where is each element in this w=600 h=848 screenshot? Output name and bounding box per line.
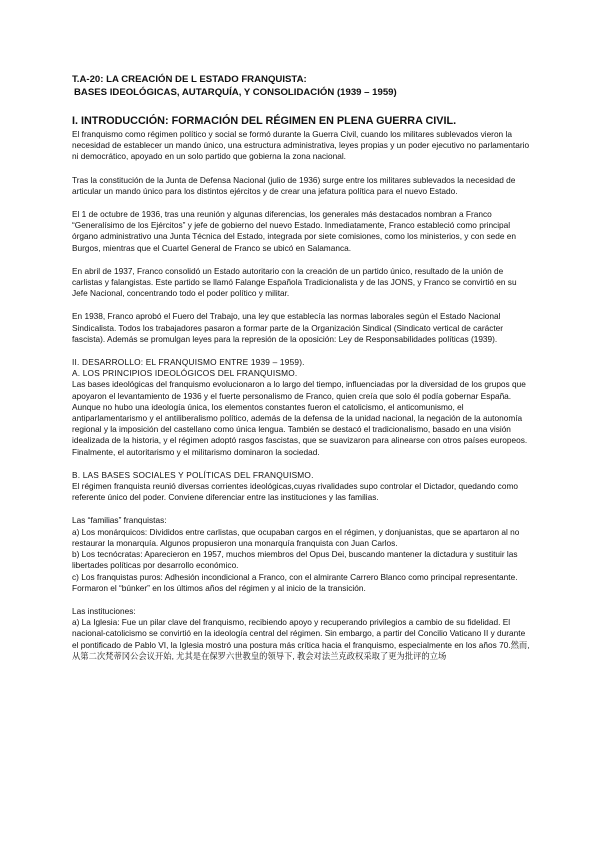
paragraph: Las bases ideológicas del franquismo evolucionaron a lo largo del tiempo, influenciadas por la diversidad de los grupos que apoyaron el levantamiento de 1936 y el fuerte personalismo de Franco, quien creía que solo él podía gobernar España. Aunque no hubo una ideología única, los elementos constantes fueron el catolicismo, el anticomunismo, el antiparlamentarismo y el antiliberalismo político, además de la defensa de la unidad nacional, la negación de la autonomía regional y la imposición del castellano como única lengua. También se destacó el tradicionalismo, basado en una visión idealizada de la historia, y el régimen adoptó rasgos fascistas, que se suavizaron para alinearse con otros países europeos. Finalmente, el autoritarismo y el militarismo dominaron la sociedad. [72, 379, 528, 457]
section-heading-desarrollo: II. DESARROLLO: EL FRANQUISMO ENTRE 1939 – 1959). [72, 357, 305, 368]
document-title: T.A-20: LA CREACIÓN DE L ESTADO FRANQUISTA: [72, 74, 307, 85]
paragraph: En 1938, Franco aprobó el Fuero del Trabajo, una ley que establecía las normas laborales según el Estado Nacional Sindicalista. Todos los trabajadores pasaron a formar parte de la Organización Sindical (Sindicato vertical de carácter fascista). Además se promulgan leyes para la represión de la oposición: Ley de Responsabilidades políticas (1939). [72, 311, 504, 344]
list-item: a) Los monárquicos: Divididos entre carlistas, que ocupaban cargos en el régimen, y donjuanistas, que se apartaron al no restaurar la monarquía. Algunos propusieron una monarquía franquista con Juan Carlos. [72, 526, 520, 548]
instituciones-list [72, 606, 532, 662]
list-item: b) Los tecnócratas: Aparecieron en 1957, muchos miembros del Opus Dei, buscando mantener la dictadura y sustituir las libertades políticas por desarrollo económico. [72, 549, 518, 571]
paragraph: El 1 de octubre de 1936, tras una reunión y algunas diferencias, los generales más destacados nombran a Franco “Generalísimo de los Ejércitos” y jefe de gobierno del nuevo Estado. Inmediatamente, Franco estableció como principal órgano administrativo una Junta Técnica del Estado, integrada por siete comisiones, como los ministerios, y con sede en Burgos, mientras que el Cuartel General de Franco se ubicó en Salamanca. [72, 209, 516, 253]
familias-list [72, 515, 532, 593]
paragraph: En abril de 1937, Franco consolidó un Estado autoritario con la creación de un partido único, resultado de la unión de carlistas y falangistas. Este partido se llamó Falange Española Tradicionalista y de las JONS, y Franco se convirtió en su Jefe Nacional, concentrando todo el poder político y militar. [72, 265, 517, 299]
list-item: c) Los franquistas puros: Adhesión incondicional a Franco, con el almirante Carrero Blanco como principal representante. Formaron el “búnker” en los últimos años del régimen y al inicio de la transición. [72, 571, 518, 593]
instituciones-heading: Las instituciones: [72, 605, 136, 616]
paragraph: El franquismo como régimen político y social se formó durante la Guerra Civil, cuando los militares sublevados vieron la necesidad de establecer un mando único, una estructura administrativa, leyes propias y un poder ejecutivo no parlamentario ni democrático, apoyado en un solo partido que gobierna la zona nacional. [72, 129, 530, 162]
subsection-heading-bases-sociales: B. LAS BASES SOCIALES Y POLÍTICAS DEL FRANQUISMO. [72, 469, 314, 480]
familias-heading: Las “familias” franquistas: [72, 515, 167, 526]
paragraph: Tras la constitución de la Junta de Defensa Nacional (julio de 1936) surge entre los militares sublevados la necesidad de articular un mando único para los distintos ejércitos y de crear una jefatura política para el nuevo Estado. [72, 174, 516, 196]
section-heading-introduction: I. INTRODUCCIÓN: FORMACIÓN DEL RÉGIMEN EN PLENA GUERRA CIVIL. [72, 115, 457, 127]
document-subtitle: BASES IDEOLÓGICAS, AUTARQUÍA, Y CONSOLIDACIÓN (1939 – 1959) [74, 86, 397, 98]
document-page [72, 74, 532, 674]
list-item: a) La Iglesia: Fue un pilar clave del franquismo, recibiendo apoyo y recuperando privilegios a cambio de su fidelidad. El nacional-catolicismo se convirtió en la ideología central del régimen. Sin embargo, a partir del Concilio Vaticano II y durante el pontificado de Pablo VI, la Iglesia mostró una postura más crítica hacia el franquismo, especialmente en los años 70.然而, 从第二次梵蒂冈公会议开始, 尤其是在保罗六世教皇的领导下, 教会对法兰克政权采取了更为批评的立场 [72, 617, 530, 661]
subsection-heading-principios: A. LOS PRINCIPIOS IDEOLÓGICOS DEL FRANQUISMO. [72, 368, 298, 379]
paragraph: El régimen franquista reunió diversas corrientes ideológicas,cuyas rivalidades supo controlar el Dictador, quedando como referente único del poder. Conviene diferenciar entre las instituciones y las familias. [72, 481, 518, 503]
